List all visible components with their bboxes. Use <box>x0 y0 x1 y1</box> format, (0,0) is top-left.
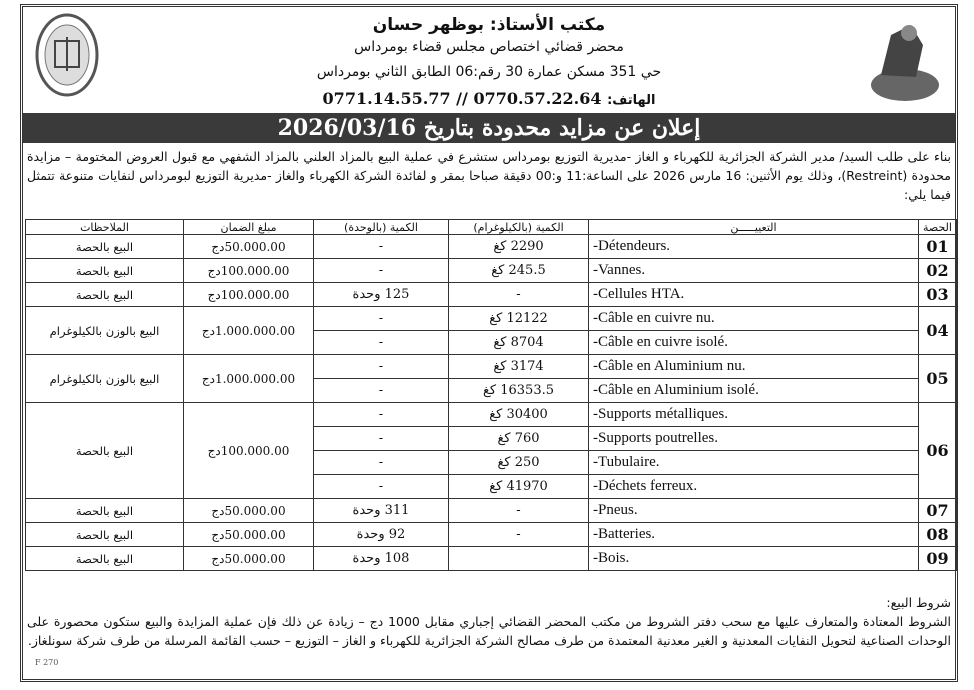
table-header-row <box>26 220 957 235</box>
qty-kg-cell: 12122 كغ <box>449 307 589 331</box>
table-row <box>26 235 957 259</box>
designation-cell: -Déchets ferreux. <box>589 475 919 499</box>
col-qty-unit: الكمية (بالوحدة) <box>314 220 449 235</box>
guarantee-cell: 100.000.00دج <box>184 403 314 499</box>
gavel-statue-logo <box>861 15 943 105</box>
qty-kg-cell: 2290 كغ <box>449 235 589 259</box>
lot-number: 01 <box>919 235 957 259</box>
col-guarantee: مبلغ الضمان <box>184 220 314 235</box>
notes-cell: البيع بالحصة <box>26 283 184 307</box>
designation-cell: -Pneus. <box>589 499 919 523</box>
qty-kg-cell: 30400 كغ <box>449 403 589 427</box>
designation-cell: -Câble en Aluminium nu. <box>589 355 919 379</box>
office-subtitle: محضر قضائي اختصاص مجلس قضاء بومرداس <box>354 39 624 55</box>
designation-cell: -Bois. <box>589 547 919 571</box>
qty-unit-cell: - <box>314 259 449 283</box>
table-row <box>26 499 957 523</box>
lot-number: 08 <box>919 523 957 547</box>
lots-table <box>25 219 957 571</box>
notes-cell: البيع بالحصة <box>26 547 184 571</box>
guarantee-cell: 50.000.00دج <box>184 523 314 547</box>
guarantee-cell: 100.000.00دج <box>184 259 314 283</box>
qty-unit-cell: - <box>314 379 449 403</box>
designation-cell: -Câble en Aluminium isolé. <box>589 379 919 403</box>
qty-unit-cell: - <box>314 403 449 427</box>
lot-number: 04 <box>919 307 957 355</box>
guarantee-cell: 100.000.00دج <box>184 283 314 307</box>
reference-code: F 270 <box>35 658 59 667</box>
table-row <box>26 259 957 283</box>
phone-1: 0770.57.22.64 <box>473 89 602 108</box>
qty-kg-cell: 760 كغ <box>449 427 589 451</box>
table-row <box>26 307 957 331</box>
qty-kg-cell: 41970 كغ <box>449 475 589 499</box>
conditions-heading: شروط البيع: <box>886 595 951 610</box>
qty-kg-cell <box>449 547 589 571</box>
sale-conditions <box>27 593 951 650</box>
notes-cell: البيع بالحصة <box>26 499 184 523</box>
phone-label: الهاتف: <box>607 93 656 108</box>
table-row <box>26 355 957 379</box>
announcement-banner: إعلان عن مزايد محدودة بتاريخ 2026/03/16 <box>23 113 955 143</box>
col-notes: الملاحظات <box>26 220 184 235</box>
lot-number: 03 <box>919 283 957 307</box>
guarantee-cell: 1.000.000.00دج <box>184 355 314 403</box>
designation-cell: -Supports métalliques. <box>589 403 919 427</box>
lot-number: 02 <box>919 259 957 283</box>
phone-line <box>23 89 955 108</box>
lot-number: 09 <box>919 547 957 571</box>
qty-kg-cell: 3174 كغ <box>449 355 589 379</box>
notes-cell: البيع بالحصة <box>26 235 184 259</box>
notes-cell: البيع بالحصة <box>26 523 184 547</box>
qty-unit-cell: - <box>314 235 449 259</box>
guarantee-cell: 1.000.000.00دج <box>184 307 314 355</box>
designation-cell: -Batteries. <box>589 523 919 547</box>
conditions-text: الشروط المعتادة والمتعارف عليها مع سحب دفتر الشروط من مكتب المحضر القضائي إجباري مقابل 1000 دج – زيادة عن ذلك فإن عملية المزايدة والبيع ستكون محصورة على الوحدات الصناعية لتحويل النفايات المعدنية و الغير معدنية المعتمدة من طرف مصالح الشركة الجزائرية للكهرباء و الغاز – التوزيع – حسب القائمة المرسلة من طرف شركة سونلغاز. <box>27 614 951 648</box>
qty-unit-cell: 311 وحدة <box>314 499 449 523</box>
col-qty-kg: الكمية (بالكيلوغرام) <box>449 220 589 235</box>
notes-cell: البيع بالوزن بالكيلوغرام <box>26 355 184 403</box>
qty-kg-cell: 250 كغ <box>449 451 589 475</box>
qty-unit-cell: - <box>314 451 449 475</box>
qty-unit-cell: - <box>314 307 449 331</box>
phone-2: 0771.14.55.77 <box>322 89 451 108</box>
designation-cell: -Vannes. <box>589 259 919 283</box>
qty-unit-cell: 108 وحدة <box>314 547 449 571</box>
header <box>23 7 955 115</box>
table-row <box>26 523 957 547</box>
lot-number: 05 <box>919 355 957 403</box>
lot-number: 06 <box>919 403 957 499</box>
notes-cell: البيع بالحصة <box>26 259 184 283</box>
phone-separator: // <box>456 89 468 108</box>
col-designation: التعييـــــن <box>589 220 919 235</box>
qty-unit-cell: 92 وحدة <box>314 523 449 547</box>
col-lot: الحصة <box>919 220 957 235</box>
notice-frame <box>20 4 958 682</box>
table-row <box>26 283 957 307</box>
qty-kg-cell: 8704 كغ <box>449 331 589 355</box>
qty-unit-cell: - <box>314 355 449 379</box>
qty-kg-cell: - <box>449 499 589 523</box>
guarantee-cell: 50.000.00دج <box>184 235 314 259</box>
qty-kg-cell: 16353.5 كغ <box>449 379 589 403</box>
designation-cell: -Câble en cuivre isolé. <box>589 331 919 355</box>
guarantee-cell: 50.000.00دج <box>184 499 314 523</box>
qty-kg-cell: - <box>449 523 589 547</box>
notes-cell: البيع بالوزن بالكيلوغرام <box>26 307 184 355</box>
notes-cell: البيع بالحصة <box>26 403 184 499</box>
qty-unit-cell: 125 وحدة <box>314 283 449 307</box>
designation-cell: -Câble en cuivre nu. <box>589 307 919 331</box>
qty-kg-cell: 245.5 كغ <box>449 259 589 283</box>
office-title: مكتب الأستاذ: بوظهر حسان <box>372 15 606 35</box>
designation-cell: -Cellules HTA. <box>589 283 919 307</box>
qty-kg-cell: - <box>449 283 589 307</box>
qty-unit-cell: - <box>314 331 449 355</box>
qty-unit-cell: - <box>314 427 449 451</box>
guarantee-cell: 50.000.00دج <box>184 547 314 571</box>
designation-cell: -Détendeurs. <box>589 235 919 259</box>
designation-cell: -Supports poutrelles. <box>589 427 919 451</box>
qty-unit-cell: - <box>314 475 449 499</box>
lot-number: 07 <box>919 499 957 523</box>
intro-paragraph: بناء على طلب السيد/ مدير الشركة الجزائرية للكهرباء و الغاز -مديرية التوزيع بومرداس ستشرع في عملية البيع بالمزاد العلني بالمزاد الشفهي مع قبول العروض المختومة – مزايدة محدودة (Restreint)، وذلك يوم الأثنين: 16 مارس 2026 على الساعة:11 و:00 دقيقة صباحا بمقر و لفائدة الشركة الكهرباء والغاز -مديرية التوزيع لبومرداس لنفايات متنوعة تتمثل فيما يلي: <box>27 149 951 202</box>
table-row <box>26 547 957 571</box>
table-row <box>26 403 957 427</box>
designation-cell: -Tubulaire. <box>589 451 919 475</box>
office-address: حي 351 مسكن عمارة 30 رقم:06 الطابق الثاني بومرداس <box>316 64 662 80</box>
